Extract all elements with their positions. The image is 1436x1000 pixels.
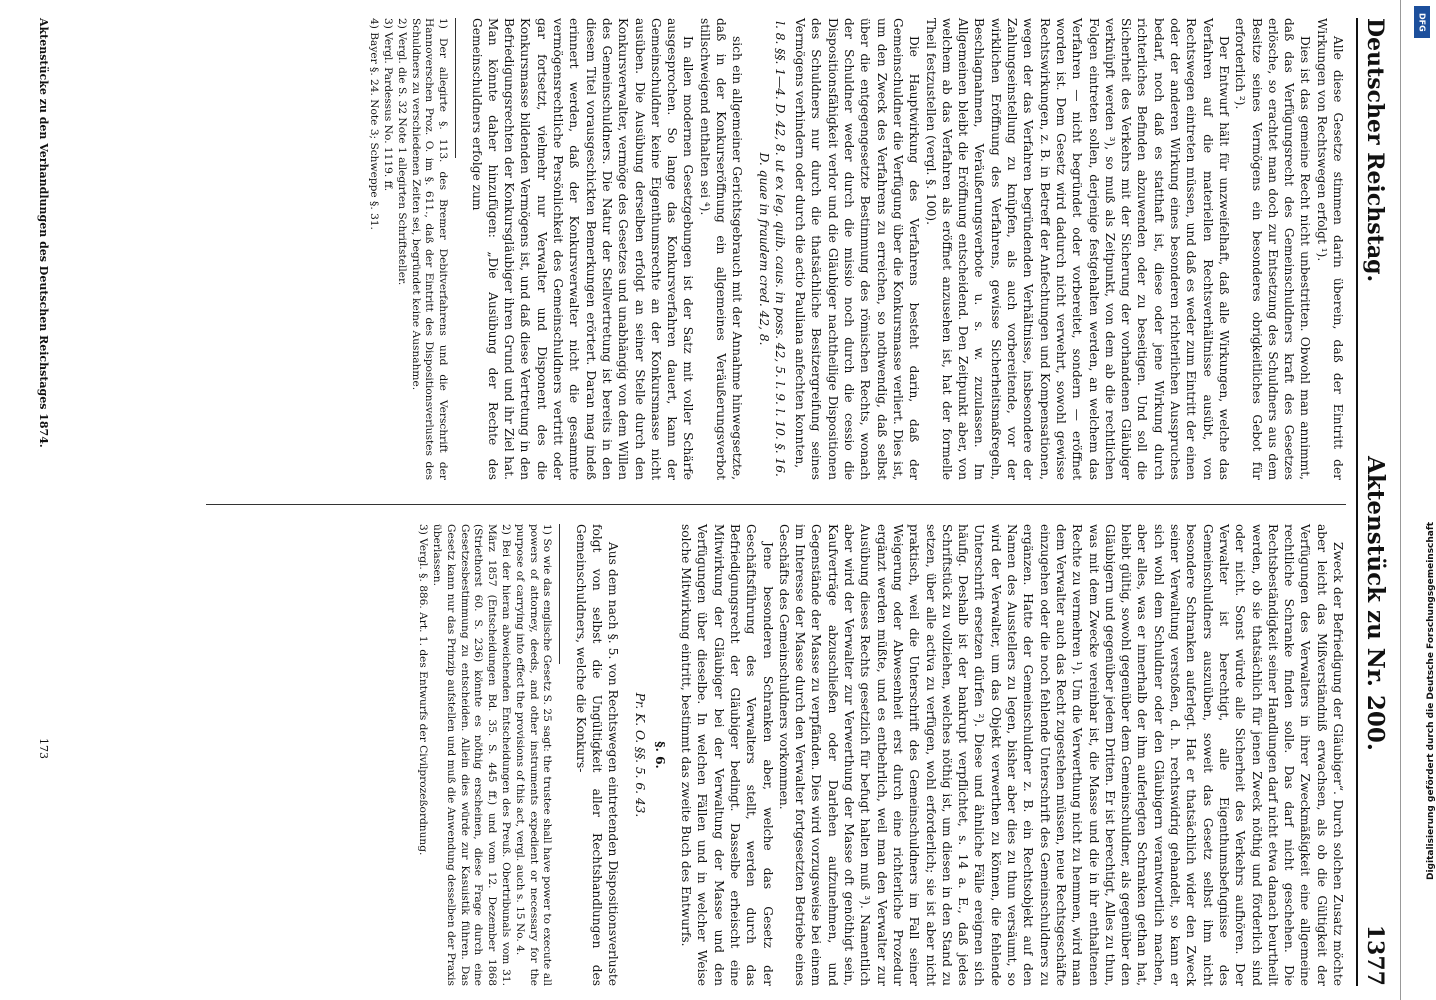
- paragraph: Zweck der Befriedigung der Gläubiger“. Durch solchen Zusatz möchte aber leicht das Mißverständniß erwachsen, als ob die Gültigkeit der Verfügungen des Verwalters in ihrer Zweckmäßigkeit eine allgemeine rechtliche Schranke finden solle. Das darf nicht geschehen. Die Rechtsbeständigkeit seiner Handlungen darf nicht etwa danach beurtheilt werden, ob sie thatsächlich für jenen Zweck nöthig und förderlich sind oder nicht. Sonst würde alle Sicherheit des Verkehrs aufhören. Der Verwalter ist berechtigt, alle Eigenthumsbefugnisse des Gemeinschuldners auszuüben, soweit das Gesetz selbst ihm nicht besondere Schranken auferlegt. Hat er thatsächlich wider den Zweck seiner Verwaltung verstoßen, d. h. rechtswidrig gehandelt, so kann er sich wohl dem Schuldner oder den Gläubigern verantwortlich machen, aber alles, was er innerhalb der ihm auferlegten Schranken gethan hat, bleibt gültig, sowohl gegenüber dem Gemeinschuldner, als gegenüber den Gläubigern und gegenüber jedem Dritten. Er ist berechtigt, Alles zu thun, was mit dem Zwecke vereinbar ist, die Masse und die in ihr enthaltenen Rechte zu vermehren ¹). Um die Verwerthung nicht zu hemmen, wird man dem Verwalter auch das Recht zugestehen müssen, neue Rechtsgeschäfte einzugehen oder die noch fehlende Unterschrift des Gemeinschuldners zu ergänzen. Hatte der Gemeinschuldner z. B. ein Rechtsobjekt auf den Namen des Ausstellers zu legen, bisher aber dies zu thun versäumt, so wird der Verwalter, um das Objekt verwerthen zu können, die fehlende Unterschrift ersetzen dürfen ²). Diese und ähnliche Fälle ereignen sich häufig. Deshalb ist der bankrupt verpflichtet, s. 14 a. E., daß jedes Schriftstück zu vollziehen, welches nöthig ist, um diesen in den Stand zu setzen, über alle activa zu verfügen, wohl erforderlich; sie ist aber nicht praktisch, weil die Unterschrift des Gemeinschuldners im Fall seiner Weigerung oder Abwesenheit erst durch eine richterliche Prozedur ergänzt werden müßte, und es entbehrlich, weil man den Verwalter zur Ausübung dieses Rechts gesetzlich für befugt halten muß ³). Namentlich aber wird der Verwalter zur Verwerthung der Masse oft genöthigt sein, Kaufverträge abzuschließen oder Darlehen aufzunehmen, und Gegenstände der Masse zu verpfänden. Dies wird vorzugsweise bei einem im Interesse der Masse durch den Verwalter fortgesetzten Betriebe eines Geschäfts des Gemeinschuldners vorkommen.: [776, 524, 1345, 986]
- header-left: Deutscher Reichstag.: [1362, 18, 1388, 283]
- footnote: 2) Vergl. die S. 32 Note 1 allegirten Schriftsteller.: [395, 18, 408, 286]
- dfg-logo: DFG: [1414, 6, 1430, 38]
- signature-line: Aktenstücke zu den Verhandlungen des Deutschen Reichstages 1874.: [37, 18, 50, 448]
- digitization-note-text: Digitalisierung gefördert durch die Deutsche Forschungsgemeinschaft: [1426, 521, 1436, 880]
- column-divider: [206, 504, 1346, 505]
- paragraph: Der Entwurf hält für unzweifelhaft, daß alle Wirkungen, welche das Verfahren auf die materiellen Rechtsverhältnisse ausübt, von Rechtswegen eintreten müssen, und daß es weder zum Eintritt der einen oder der anderen Wirkung eines besonderen richterlichen Ausspruches bedarf, noch daß es statthaft ist, diese oder jene Wirkung durch richterliches Befinden abzuwenden oder zu beseitigen. Und soll die Sicherheit des Verkehrs mit der Sicherung der vorhandenen Gläubiger verknüpft werden ³), so muß als Zeitpunkt, von dem ab die rechtlichen Folgen eintreten sollen, derjenige festgehalten werden, an welchem das Verfahren — nicht begründet oder vorbereitet, sondern — eröffnet worden ist. Dem Gesetz wird dadurch nicht verwehrt, sowohl gewisse Rechtswirkungen, z. B. in Betreff der Anfechtungen und Kompensationen, wegen der das Verfahren begründenden Verhältnisse, insbesondere der Zahlungseinstellung zu knüpfen, als auch vorbereitende, vor der wirklichen Eröffnung des Verfahrens, gewisse Sicherheitsmaßregeln, Beschlagnahmen, Veräußerungsverbote u. s. w. zuzulassen. Im Allgemeinen bleibt die Eröffnung entscheidend. Den Zeitpunkt aber, von welchem ab das Verfahren als eröffnet anzusehen ist, hat der formelle Theil festzustellen (vergl. §. 100).: [923, 18, 1231, 480]
- citation: l. 8. §§. 1—4. D. 42, 8. ut ex leg. quib. caus. in poss. 42, 5. l. 9. l. 10. §. 16. D. quae in fraudem cred. 42, 8.: [756, 21, 787, 477]
- left-column: [46, 18, 1346, 480]
- paragraph: In allen modernen Gesetzgebungen ist der Satz mit voller Schärfe ausgesprochen. So lange das Konkursverfahren dauert, kann der Gemeinschuldner keine Eigenthumsrechte an der Konkursmasse nicht ausüben. Die Ausübung derselben erfolgt an seiner Stelle durch den Konkursverwalter, vermöge des Gesetzes und unabhängig von dem Willen des Gemeinschuldners. Die Natur der Stellvertretung ist bereits in den diesem Titel vorausgeschickten Bemerkungen erörtert. Daran mag indeß erinnert werden, daß der Konkursverwalter nicht die gesammte vermögensrechtliche Persönlichkeit des Gemeinschuldners vertritt oder gar fortsetzt, vielmehr nur Verwalter und Disponent des die Konkursmasse bildenden Vermögens ist, und daß diese Vertretung in den Befriedigungsrechten der Konkursgläubiger ihren Grund und ihr Ziel hat. Man könnte daher hinzufügen: „Die Ausübung der Rechte des Gemeinschuldners erfolge zum: [469, 18, 696, 480]
- paragraph: Die Hauptwirkung des Verfahrens besteht darin, daß der Gemeinschuldner die Verfügung über die Konkursmasse verliert. Dies ist, um den Zweck des Verfahrens zu erreichen, so nothwendig, daß selbst über die entgegengesetzte Bestimmung des römischen Rechts, wonach der Schuldner weder durch die missio noch durch die cessio die Dispositionsfähigkeit verlor und die Gläubiger nachtheilige Dispositionen des Schuldners nur durch die thatsächliche Besitzergreifung seines Vermögens verhindern oder durch die actio Pauliana anfechten konnten,: [793, 18, 922, 480]
- paragraph: Dies ist das gemeine Recht nicht unbestritten. Obwohl man annimmt, daß das Verfügungsrecht des Gemeinschuldners kraft des Gesetzes erlösche, so erachtet man doch zur Entsetzung des Schuldners aus dem Besitze seines Vermögens ein besonderes obrigkeitliches Gebot für erforderlich ²).: [1233, 18, 1313, 480]
- sheet-number: 173: [37, 738, 50, 759]
- footnote: 3) Vergl. §. 886. Art. 1. des Entwurfs der Civilprozeßordnung.: [417, 524, 430, 856]
- page-header: [1356, 18, 1402, 986]
- footnote: 1) So wie das englische Gesetz S. 25 sagt: the trustee shall have power to execute all powers of attorney, deeds, and other instruments expedient or necessary for the purpose of carrying into effect the provisions of this act, vergl. auch s. 15 No. 4.: [513, 524, 554, 986]
- footnote: 4) Bayer §. 24. Note 3; Schweppe §. 31.: [368, 18, 381, 230]
- footnote: 1) Der allegirte §. 113. des Bremer Debitverfahrens und die Verschrift der Hannoverschen Proz. O. im §. 611., daß der Eintritt des Dispositionsverlustes des Schuldners zu verschiedenen Zeiten sei, begründet keine Ausnahme.: [409, 18, 450, 480]
- paragraph: Jene besonderen Schranken aber, welche das Gesetz der Geschäftsführung des Verwalters stellt, werden durch das Befriedigungsrecht der Gläubiger bedingt. Dasselbe erheischt eine Mitwirkung der Gläubiger bei der Verwaltung der Masse und den Verfügungen über dieselbe. In welchen Fällen und in welcher Weise solche Mitwirkung eintritt, bestimmt das zweite Buch des Entwurfs.: [679, 524, 775, 986]
- paragraph: Alle diese Gesetze stimmen darin überein, daß der Eintritt der Wirkungen von Rechtswegen erfolgt ¹).: [1314, 18, 1345, 480]
- footnote: 2) Bei der hieran abweichenden Entscheidungen des Preuß. Obertribunals vom 31. März 1857 (Entscheidungen Bd. 35. S. 445 ff.) und vom 12. Dezember 1868 (Striethorst 60. S. 236) könnte es nöthig erscheinen, diese Frage durch eine Gesetzesbestimmung zu entscheiden. Allein dies würde zur Kasuistik führen. Das Gesetz kann nur das Prinzip aufstellen und muß die Anwendung desselben der Praxis überlassen.: [430, 524, 512, 986]
- section-text: Aus dem nach §. 5. von Rechtswegen eintretenden Dispositionsverluste folgt von selbst die Ungültigkeit aller Rechtshandlungen des Gemeinschuldners, welche die Konkurs-: [573, 524, 621, 986]
- paragraph: sich ein allgemeiner Gerichtsgebrauch mit der Annahme hinwegsetzte, daß in der Konkurseröffnung ein allgemeines Veräußerungsverbot stillschweigend enthalten sei ⁴).: [697, 18, 745, 480]
- scan-edge: [1400, 0, 1401, 1000]
- digitization-note: [1410, 40, 1436, 940]
- header-title: Aktenstück zu Nr. 200.: [1362, 456, 1389, 751]
- page-number: 1377: [1362, 924, 1388, 986]
- scanned-page: [30, 18, 1402, 986]
- footnote-divider: [455, 18, 456, 158]
- footnote-divider: [559, 524, 560, 664]
- right-column: [46, 524, 1346, 986]
- footnote: 3) Vergl. Pardessus No. 1119. ff.: [382, 18, 395, 192]
- section-reference: Pr. K. O. §§. 5. 6. 43.: [632, 692, 647, 818]
- section-title: §. 6.: [652, 741, 667, 769]
